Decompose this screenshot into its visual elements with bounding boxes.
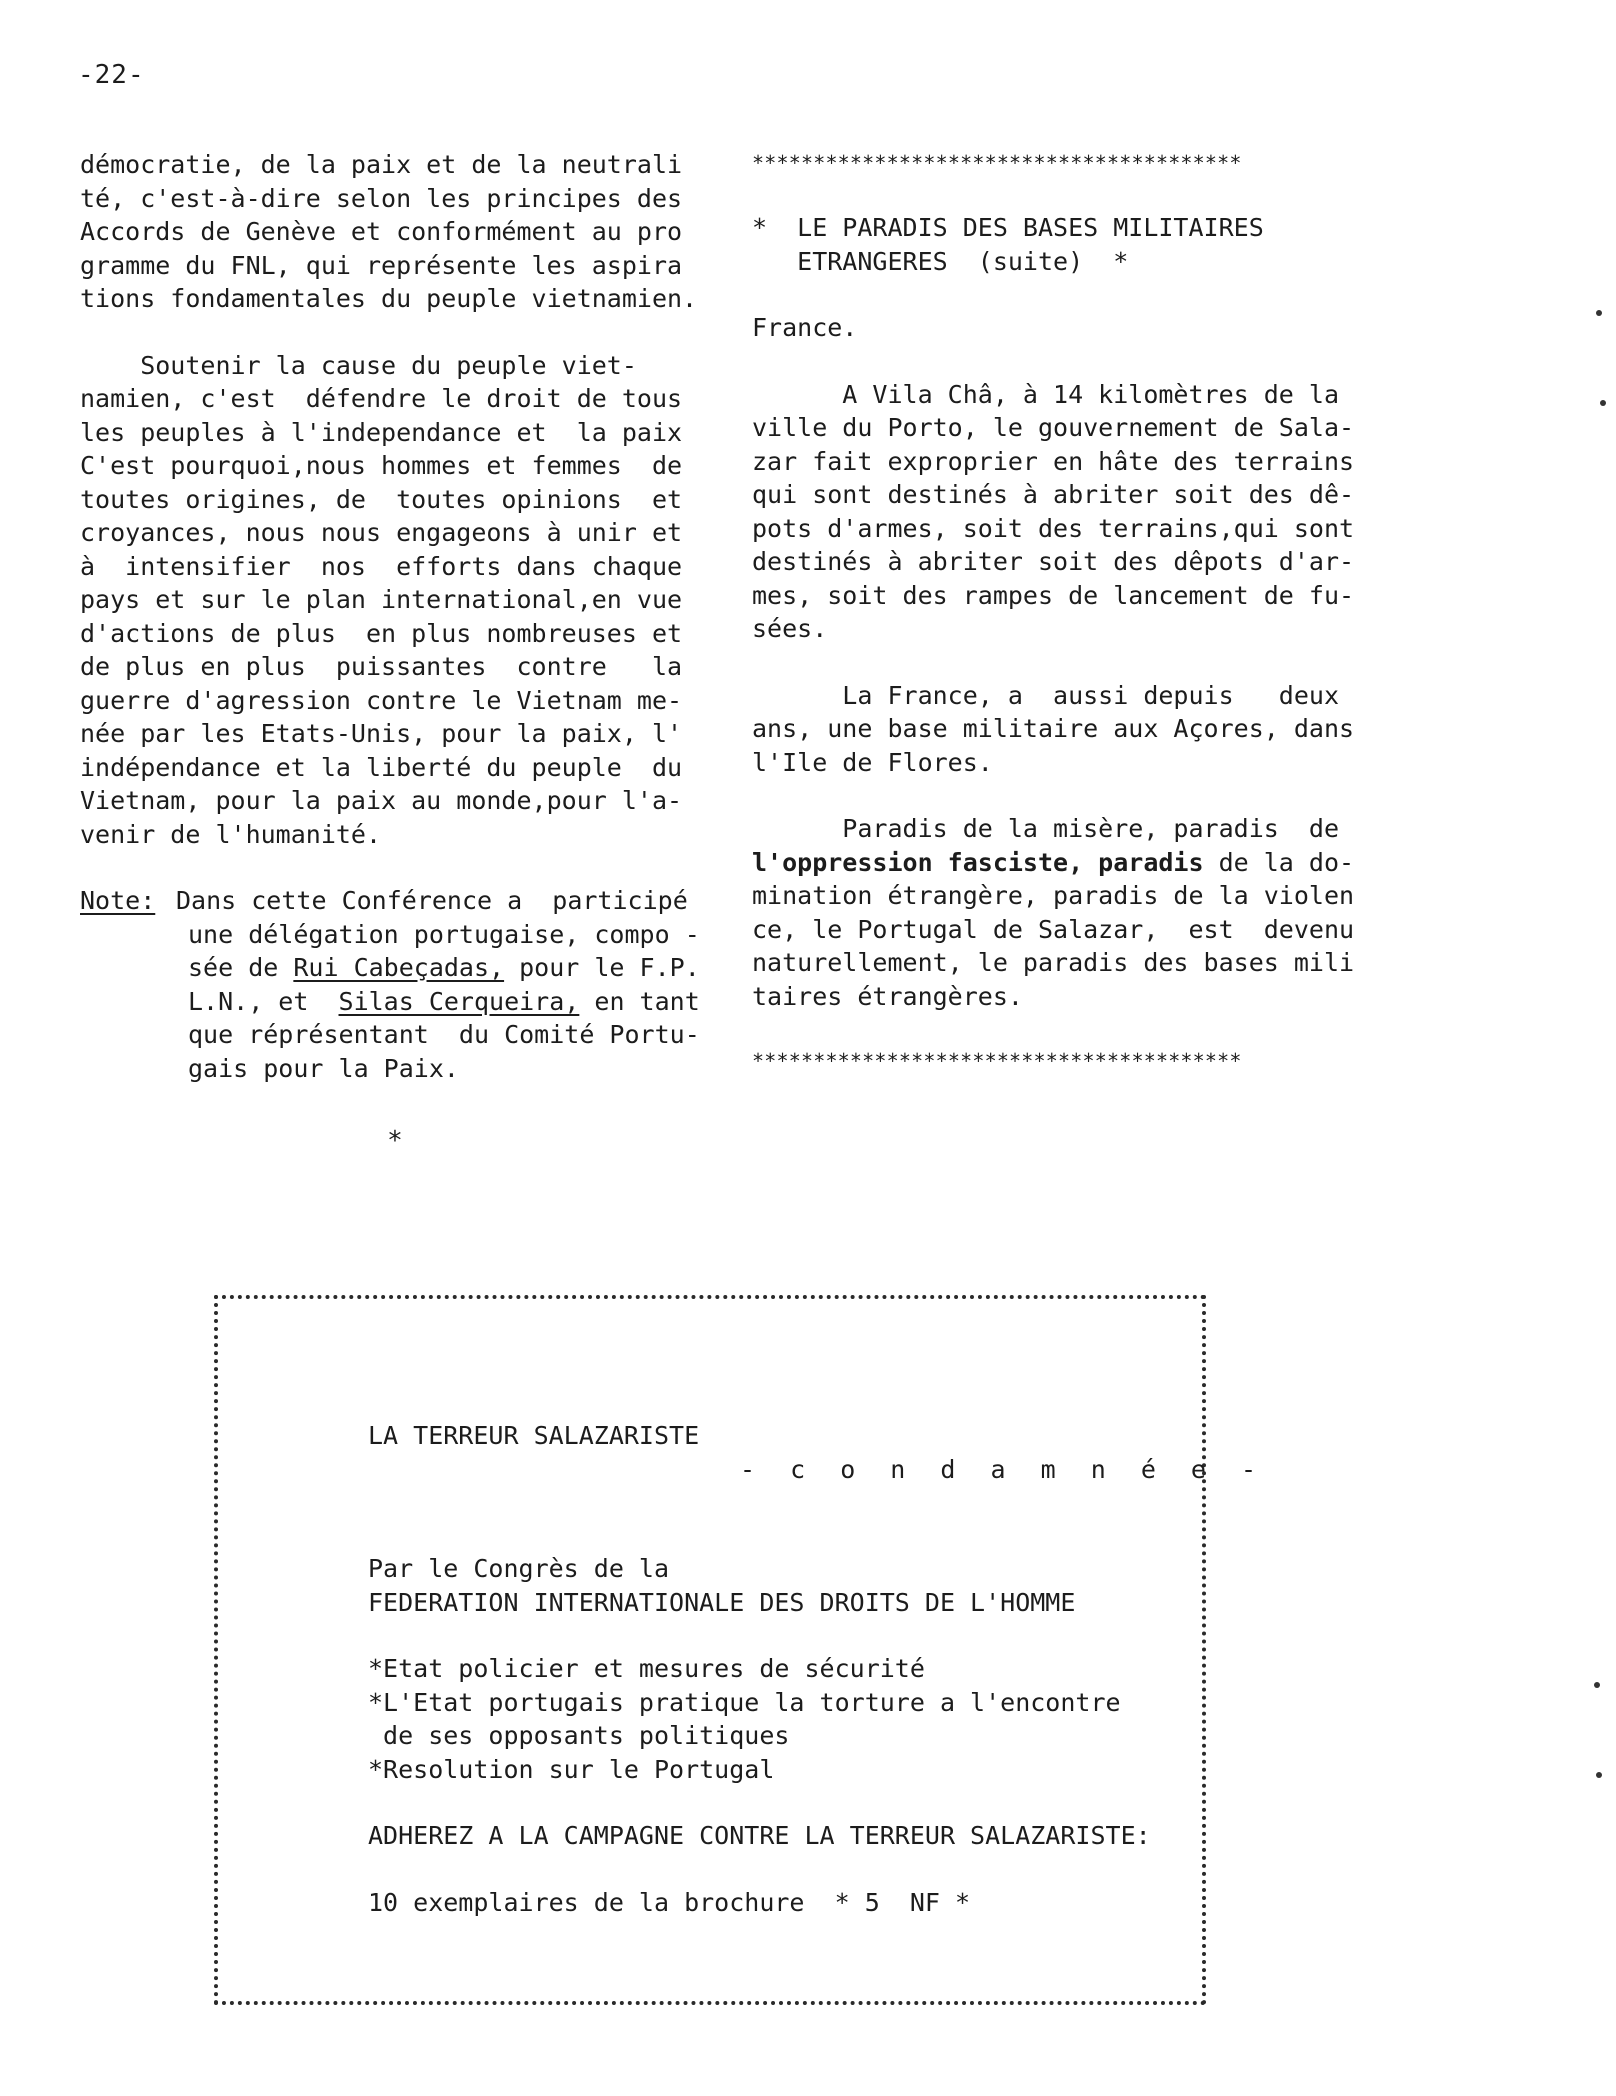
note-line: une délégation portugaise, compo - (188, 919, 700, 949)
left-column (80, 148, 710, 1159)
note-text: pour le F.P. (504, 953, 700, 982)
text-line: les peuples à l'independance et la paix (80, 417, 683, 447)
text-line: gramme du FNL, qui représente les aspira (80, 250, 683, 280)
note-text: sée de (188, 953, 294, 982)
text-line: de plus en plus puissantes contre la (80, 652, 683, 681)
scan-dot (1596, 1772, 1602, 1778)
note-label: Note: (80, 886, 156, 915)
note-line (80, 985, 710, 1019)
notice-title: LA TERREUR SALAZARISTE (368, 1421, 700, 1450)
note-line (80, 951, 710, 985)
person-name: Silas Cerqueira, (338, 986, 580, 1016)
note-text: Dans cette Conférence a participé (176, 886, 688, 915)
notice-item: *Etat policier et mesures de sécurité (368, 1654, 925, 1683)
section-heading: ETRANGERES (suite) * (752, 246, 1129, 276)
right-paragraph-3 (752, 812, 1392, 1013)
text-line: La France, a aussi depuis deux (752, 680, 1339, 710)
section-heading: * LE PARADIS DES BASES MILITAIRES (752, 213, 1264, 242)
right-paragraph-2 (752, 679, 1392, 780)
note (80, 884, 710, 1085)
scan-dot (1594, 1682, 1600, 1688)
text-line: pots d'armes, soit des terrains,qui sont (752, 513, 1355, 543)
text-line: naturellement, le paradis des bases mili (752, 948, 1355, 977)
text-line: destinés à abriter soit des dêpots d'ar- (752, 547, 1355, 576)
country-label: France. (752, 313, 858, 342)
text-fragment: de la do- (1203, 847, 1355, 877)
note-text: en tant (579, 986, 700, 1016)
text-line: zar fait exproprier en hâte des terrains (752, 446, 1355, 476)
star-divider-top: **************************************** (752, 151, 1242, 175)
text-line: qui sont destinés à abriter soit des dê- (752, 480, 1355, 509)
text-line: l'Ile de Flores. (752, 747, 993, 777)
note-text: L.N., et (188, 986, 339, 1016)
notice-item: *Resolution sur le Portugal (368, 1754, 775, 1784)
notice-subtitle: - c o n d a m n é e - (740, 1454, 1267, 1484)
text-line: d'actions de plus en plus nombreuses et (80, 618, 683, 648)
text-line: guerre d'agression contre le Vietnam me- (80, 685, 683, 715)
text-line: taires étrangères. (752, 981, 1023, 1011)
text-line: à intensifier nos efforts dans chaque (80, 551, 683, 581)
left-paragraph-1 (80, 148, 710, 316)
text-line: mes, soit des rampes de lancement de fu- (752, 580, 1355, 610)
text-line: indépendance et la liberté du peuple du (80, 752, 683, 782)
notice-offer: 10 exemplaires de la brochure * 5 NF * (368, 1887, 971, 1917)
text-line: croyances, nous nous engageons à unir et (80, 518, 683, 547)
note-line: que réprésentant du Comité Portu- (188, 1020, 700, 1049)
notice-box (214, 1295, 1267, 2005)
text-line: namien, c'est défendre le droit de tous (80, 384, 683, 413)
text-line: ce, le Portugal de Salazar, est devenu (752, 914, 1355, 944)
text-line: venir de l'humanité. (80, 819, 382, 849)
text-line: tions fondamentales du peuple vietnamien. (80, 284, 698, 313)
text-line: mination étrangère, paradis de la violen (752, 881, 1355, 910)
scan-dot (1600, 400, 1606, 406)
text-line: Vietnam, pour la paix au monde,pour l'a- (80, 786, 683, 815)
text-line (752, 846, 1392, 880)
text-line: Accords de Genève et conformément au pro (80, 217, 683, 246)
text-line: C'est pourquoi,nous hommes et femmes de (80, 451, 683, 480)
notice-content (368, 1419, 1267, 1919)
left-paragraph-2 (80, 349, 710, 852)
text-line: ville du Porto, le gouvernement de Sala- (752, 413, 1355, 442)
text-line: Paradis de la misère, paradis de (752, 814, 1339, 843)
page-number: -22- (78, 60, 145, 90)
scan-dot (1596, 310, 1602, 316)
section-end-star: * (387, 1126, 403, 1156)
notice-by-line: Par le Congrès de la (368, 1554, 670, 1583)
text-line: pays et sur le plan international,en vue (80, 585, 683, 614)
text-line: Soutenir la cause du peuple viet- (80, 350, 637, 380)
right-column (752, 148, 1392, 1076)
bold-phrase: l'oppression fasciste, paradis (752, 847, 1204, 877)
notice-call-to-action: ADHEREZ A LA CAMPAGNE CONTRE LA TERREUR SALAZARISTE: (368, 1821, 1151, 1850)
notice-item: *L'Etat portugais pratique la torture a l'encontre (368, 1687, 1121, 1717)
note-first-line (80, 884, 710, 918)
text-line: démocratie, de la paix et de la neutrali (80, 150, 683, 179)
text-line: sées. (752, 614, 828, 643)
text-line: A Vila Châ, à 14 kilomètres de la (752, 379, 1339, 409)
note-line: gais pour la Paix. (188, 1053, 459, 1083)
text-line: ans, une base militaire aux Açores, dans (752, 714, 1355, 743)
star-divider-bottom: **************************************** (752, 1049, 1242, 1073)
text-line: née par les Etats-Unis, pour la paix, l' (80, 719, 683, 748)
person-name: Rui Cabeçadas, (293, 953, 505, 982)
notice-organization: FEDERATION INTERNATIONALE DES DROITS DE L'HOMME (368, 1587, 1076, 1617)
text-line: toutes origines, de toutes opinions et (80, 484, 683, 514)
notice-item: de ses opposants politiques (368, 1721, 790, 1750)
right-paragraph-1 (752, 378, 1392, 646)
text-line: té, c'est-à-dire selon les principes des (80, 183, 683, 213)
